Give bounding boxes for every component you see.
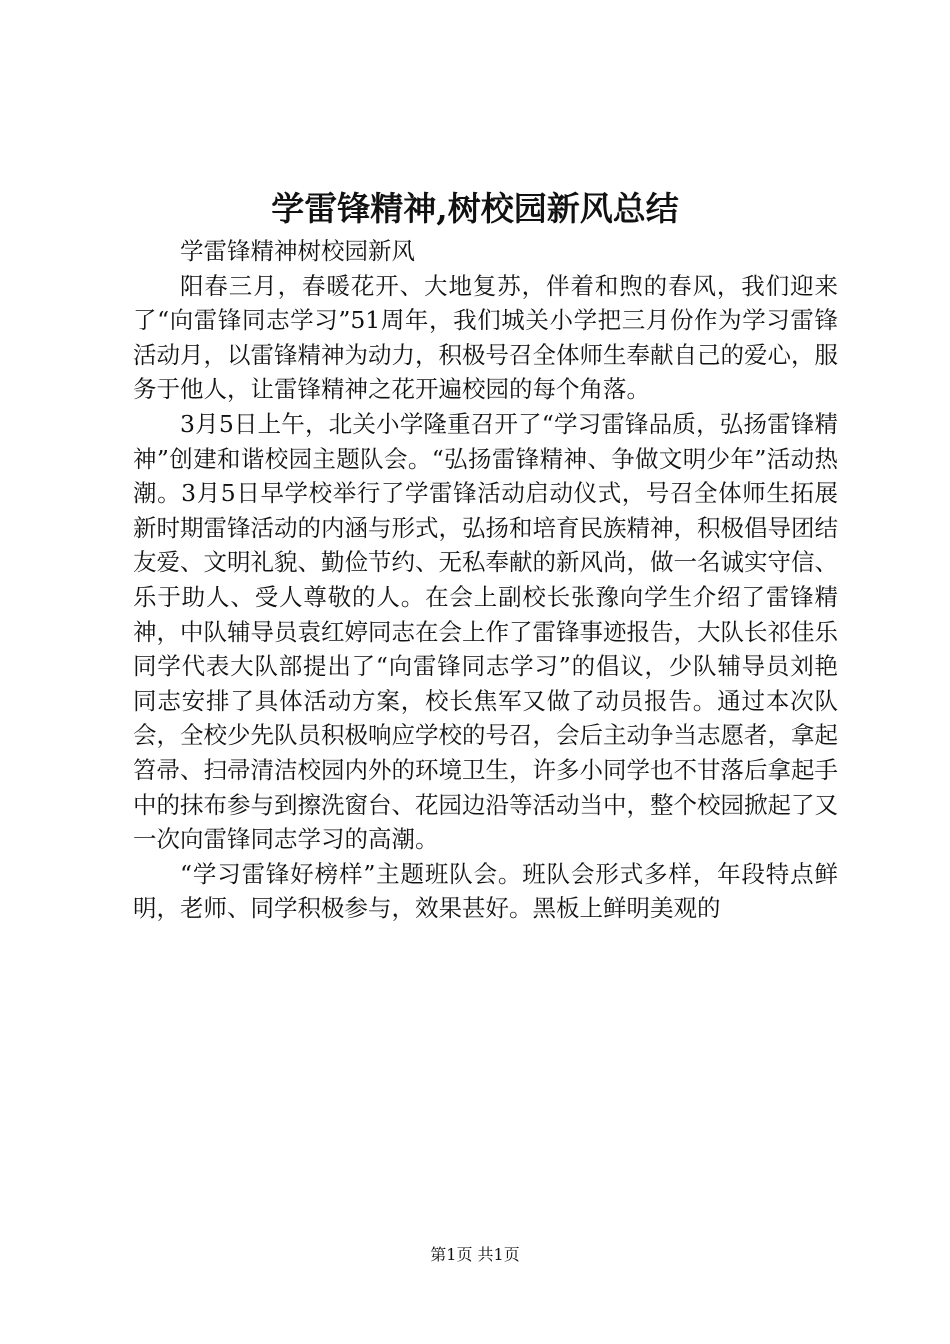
paragraph-assembly: 3月5日上午，北关小学隆重召开了“学习雷锋品质，弘扬雷锋精神”创建和谐校园主题队会。“弘扬雷锋精神、争做文明少年”活动热潮。3月5日早学校举行了学雷锋活动启动仪式，号召全体师生拓展新时期雷锋活动的内涵与形式，弘扬和培育民族精神，积极倡导团结友爱、文明礼貌、勤俭节约、无私奉献的新风尚，做一名诚实守信、乐于助人、受人尊敬的人。在会上副校长张豫向学生介绍了雷锋精神，中队辅导员袁红婷同志在会上作了雷锋事迹报告，大队长祁佳乐同学代表大队部提出了“向雷锋同志学习”的倡议，少队辅导员刘艳同志安排了具体活动方案，校长焦军又做了动员报告。通过本次队会，全校少先队员积极响应学校的号召，会后主动争当志愿者，拿起笤帚、扫帚清洁校园内外的环境卫生，许多小同学也不甘落后拿起手中的抹布参与到擦洗窗台、花园边沿等活动当中，整个校园掀起了又一次向雷锋同志学习的高潮。: [133, 409, 838, 854]
paragraph-subtitle: 学雷锋精神树校园新风: [180, 237, 415, 265]
page-number-footer: 第1页 共1页: [430, 1245, 520, 1264]
document-title: 学雷锋精神,树校园新风总结: [271, 189, 679, 228]
paragraph-class-meeting: “学习雷锋好榜样”主题班队会。班队会形式多样，年段特点鲜明，老师、同学积极参与，效果甚好。黑板上鲜明美观的: [133, 859, 838, 923]
paragraph-intro: 阳春三月，春暖花开、大地复苏，伴着和煦的春风，我们迎来了“向雷锋同志学习”51周年，我们城关小学把三月份作为学习雷锋活动月，以雷锋精神为动力，积极号召全体师生奉献自己的爱心，服务于他人，让雷锋精神之花开遍校园的每个角落。: [133, 271, 838, 404]
document-body: [133, 234, 838, 926]
